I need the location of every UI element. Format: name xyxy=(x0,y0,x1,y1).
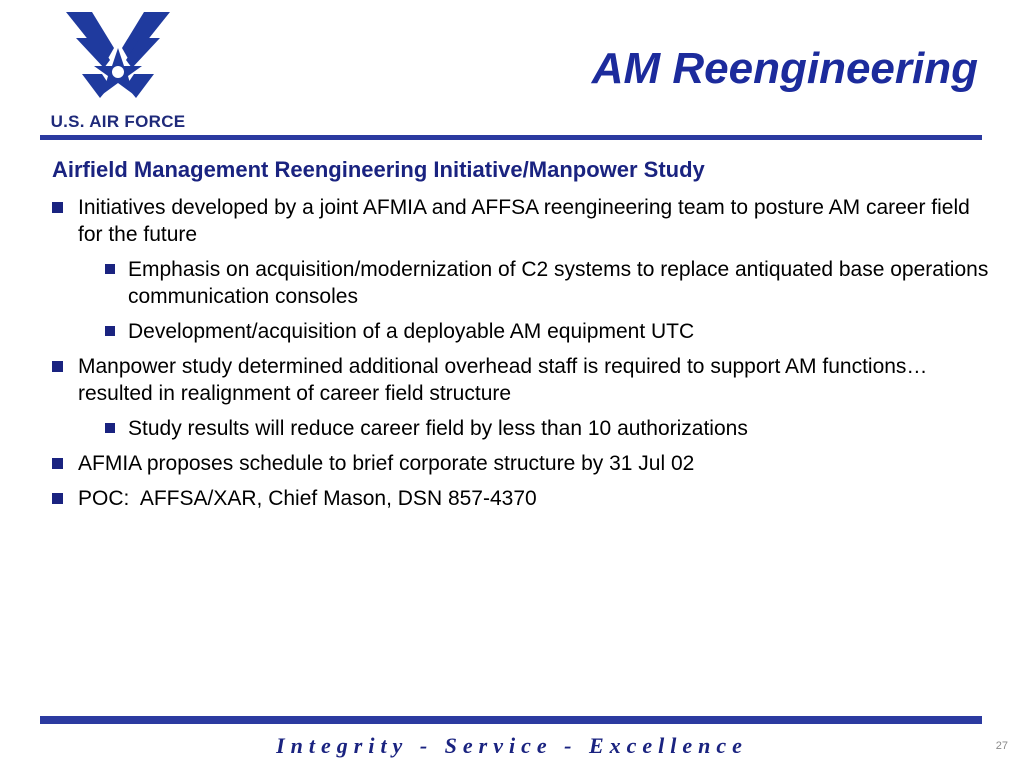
square-bullet-icon xyxy=(105,264,115,274)
bullet-item xyxy=(52,450,992,477)
sub-bullet-list xyxy=(78,415,992,442)
sub-bullet-text: Development/acquisition of a deployable AM equipment UTC xyxy=(128,320,695,343)
square-bullet-icon xyxy=(52,458,63,469)
sub-bullet-list xyxy=(78,256,992,345)
sub-bullet-text: Emphasis on acquisition/modernization of C2 systems to replace antiquated base operations communication consoles xyxy=(128,258,989,308)
bullet-text: Initiatives developed by a joint AFMIA and AFFSA reengineering team to posture AM career field for the future xyxy=(78,196,970,246)
air-force-wings-icon xyxy=(62,8,174,104)
bullet-text: POC: AFFSA/XAR, Chief Mason, DSN 857-4370 xyxy=(78,487,537,510)
square-bullet-icon xyxy=(52,202,63,213)
sub-bullet-item xyxy=(78,415,992,442)
square-bullet-icon xyxy=(105,326,115,336)
title-divider xyxy=(40,135,982,140)
sub-bullet-item xyxy=(78,256,992,310)
sub-bullet-text: Study results will reduce career field by less than 10 authorizations xyxy=(128,417,748,440)
bullet-text: AFMIA proposes schedule to brief corporate structure by 31 Jul 02 xyxy=(78,452,695,475)
bullet-text: Manpower study determined additional overhead staff is required to support AM functions…resulted in realignment of career field structure xyxy=(78,355,928,405)
bullet-item xyxy=(52,353,992,442)
page-number: 27 xyxy=(995,740,1008,752)
slide-content xyxy=(52,156,992,520)
square-bullet-icon xyxy=(105,423,115,433)
slide-title: AM Reengineering xyxy=(591,44,978,93)
square-bullet-icon xyxy=(52,493,63,504)
bullet-list xyxy=(52,194,992,512)
slide-subtitle: Airfield Management Reengineering Initiative/Manpower Study xyxy=(52,157,705,182)
logo-wordmark: U.S. AIR FORCE xyxy=(50,112,186,131)
square-bullet-icon xyxy=(52,361,63,372)
bullet-item xyxy=(52,194,992,345)
footer-divider xyxy=(40,716,982,724)
sub-bullet-item xyxy=(78,318,992,345)
footer-motto: Integrity - Service - Excellence xyxy=(276,733,748,758)
air-force-logo xyxy=(38,8,198,134)
bullet-item xyxy=(52,485,992,512)
